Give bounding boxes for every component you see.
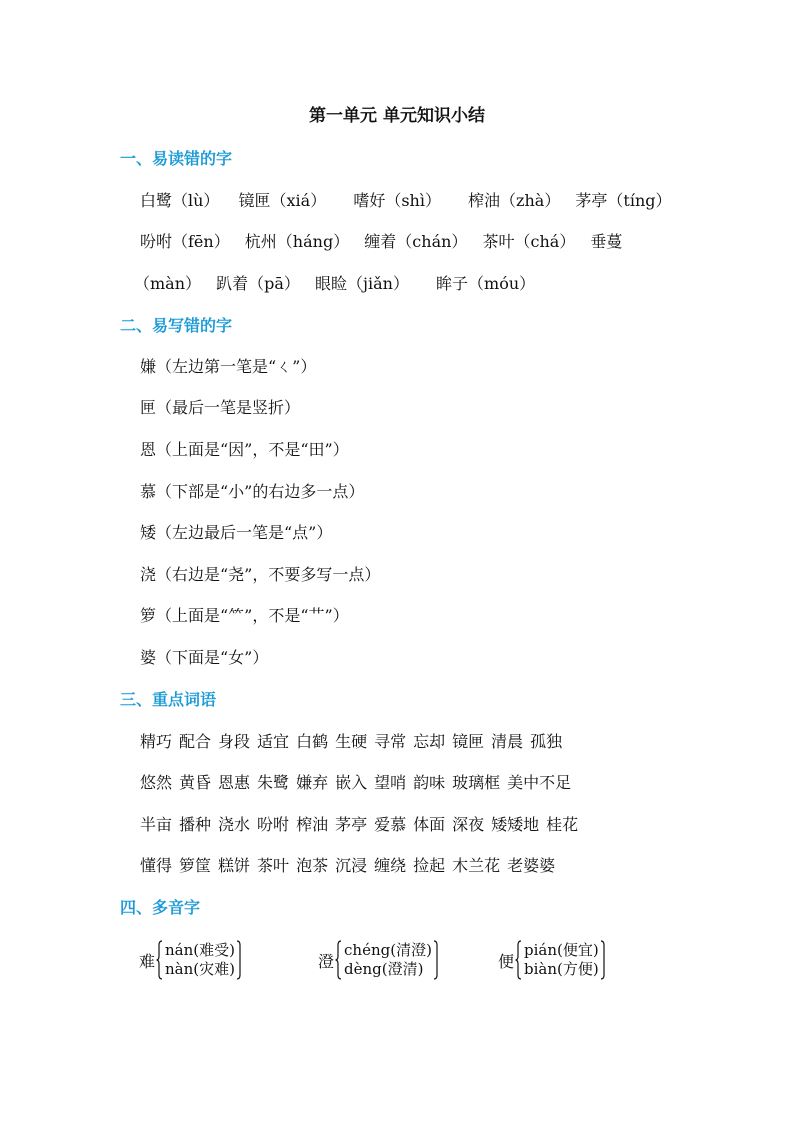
miswrite-item: 慕（下部是“小”的右边多一点） [140, 482, 365, 501]
miswrite-item: 恩（上面是“因”，不是“田”） [140, 440, 349, 459]
key-word: 懂得 [140, 856, 173, 875]
left-brace-icon [156, 940, 163, 980]
misread-item: 榨油（zhà） [468, 191, 561, 210]
misread-item: 茅亭（tíng） [575, 191, 672, 210]
key-word: 深夜 [452, 815, 485, 834]
misread-item: （màn） [134, 274, 202, 293]
misread-item: 眼睑（jiǎn） [315, 274, 409, 293]
key-word: 镜匣 [452, 732, 485, 751]
key-word: 配合 [179, 732, 212, 751]
key-word: 播种 [179, 815, 212, 834]
misread-item: 白鹭（lù） [140, 191, 220, 210]
key-word: 嵌入 [335, 773, 368, 792]
key-word: 捡起 [413, 856, 446, 875]
key-word: 黄昏 [179, 773, 212, 792]
miswrite-item: 浇（右边是“尧”，不要多写一点） [140, 565, 381, 584]
key-words-row-3 [140, 814, 578, 836]
misread-item: 吩咐（fēn） [140, 232, 230, 251]
key-word: 桂花 [546, 815, 579, 834]
polyphone-group-pian [498, 938, 607, 982]
misread-item: 茶叶（chá） [482, 232, 576, 251]
key-word: 榨油 [296, 815, 329, 834]
right-bracket-icon [600, 940, 607, 980]
polyphone-char: 便 [498, 951, 515, 971]
key-word: 吩咐 [257, 815, 290, 834]
key-word: 矮矮地 [491, 815, 540, 834]
polyphone-reading: chéng(清澄) [344, 941, 432, 959]
key-word: 美中不足 [507, 773, 572, 792]
right-bracket-icon [433, 940, 440, 980]
key-word: 体面 [413, 815, 446, 834]
key-word: 韵味 [413, 773, 446, 792]
misread-item: 杭州（háng） [244, 232, 350, 251]
key-word: 茶叶 [257, 856, 290, 875]
misread-item: 嗜好（shì） [353, 191, 441, 210]
polyphone-readings [524, 941, 599, 979]
section-heading-polyphones: 四、多音字 [120, 898, 201, 917]
key-word: 白鹤 [296, 732, 329, 751]
misread-item: 镜匣（xiá） [238, 191, 327, 210]
key-word: 朱鹭 [257, 773, 290, 792]
polyphone-group-nan [139, 938, 243, 982]
key-word: 半亩 [140, 815, 173, 834]
left-brace-icon [515, 940, 522, 980]
polyphone-reading: pián(便宜) [524, 941, 599, 959]
key-word: 嫌弃 [296, 773, 329, 792]
misread-line-2 [140, 231, 622, 253]
polyphone-char: 难 [139, 951, 156, 971]
misread-line-3 [134, 273, 535, 295]
section-heading-misread: 一、易读错的字 [120, 149, 233, 168]
misread-item: 缠着（chán） [364, 232, 468, 251]
misread-item: 垂蔓 [590, 232, 623, 251]
miswrite-item: 嫌（左边第一笔是“ㄑ”） [140, 357, 317, 376]
misread-item: 眸子（móu） [436, 274, 536, 293]
page-title: 第一单元 单元知识小结 [309, 106, 485, 126]
polyphone-reading: dèng(澄清) [344, 960, 424, 978]
polyphone-reading: nàn(灾难) [165, 960, 235, 978]
key-word: 糕饼 [218, 856, 251, 875]
miswrite-item: 箩（上面是“⺮”，不是“艹”） [140, 606, 349, 625]
key-word: 恩惠 [218, 773, 251, 792]
key-word: 适宜 [257, 732, 290, 751]
key-word: 望哨 [374, 773, 407, 792]
key-word: 悠然 [140, 773, 173, 792]
polyphone-group-cheng [318, 938, 440, 982]
key-word: 忘却 [413, 732, 446, 751]
key-word: 玻璃框 [452, 773, 501, 792]
key-word: 泡茶 [296, 856, 329, 875]
key-word: 缠绕 [374, 856, 407, 875]
left-brace-icon [335, 940, 342, 980]
key-word: 爱慕 [374, 815, 407, 834]
miswrite-item: 匣（最后一笔是竖折） [140, 398, 301, 417]
key-words-row-2 [140, 772, 571, 794]
key-word: 孤独 [530, 732, 563, 751]
key-word: 木兰花 [452, 856, 501, 875]
key-words-row-4 [140, 855, 555, 877]
section-heading-key-words: 三、重点词语 [120, 690, 217, 709]
key-word: 箩筐 [179, 856, 212, 875]
section-heading-miswrite: 二、易写错的字 [120, 316, 233, 335]
right-bracket-icon [236, 940, 243, 980]
key-word: 茅亭 [335, 815, 368, 834]
key-word: 老婆婆 [507, 856, 556, 875]
misread-line-1 [140, 190, 672, 212]
polyphone-reading: biàn(方便) [524, 960, 599, 978]
miswrite-item: 婆（下面是“女”） [140, 648, 269, 667]
misread-item: 趴着（pā） [216, 274, 300, 293]
polyphone-readings [165, 941, 235, 979]
polyphone-char: 澄 [318, 951, 335, 971]
key-word: 寻常 [374, 732, 407, 751]
key-word: 身段 [218, 732, 251, 751]
key-word: 浇水 [218, 815, 251, 834]
key-word: 精巧 [140, 732, 173, 751]
key-word: 沉浸 [335, 856, 368, 875]
key-words-row-1 [140, 731, 562, 753]
key-word: 清晨 [491, 732, 524, 751]
polyphone-reading: nán(难受) [165, 941, 235, 959]
key-word: 生硬 [335, 732, 368, 751]
miswrite-item: 矮（左边最后一笔是“点”） [140, 523, 333, 542]
polyphone-readings [344, 941, 432, 979]
